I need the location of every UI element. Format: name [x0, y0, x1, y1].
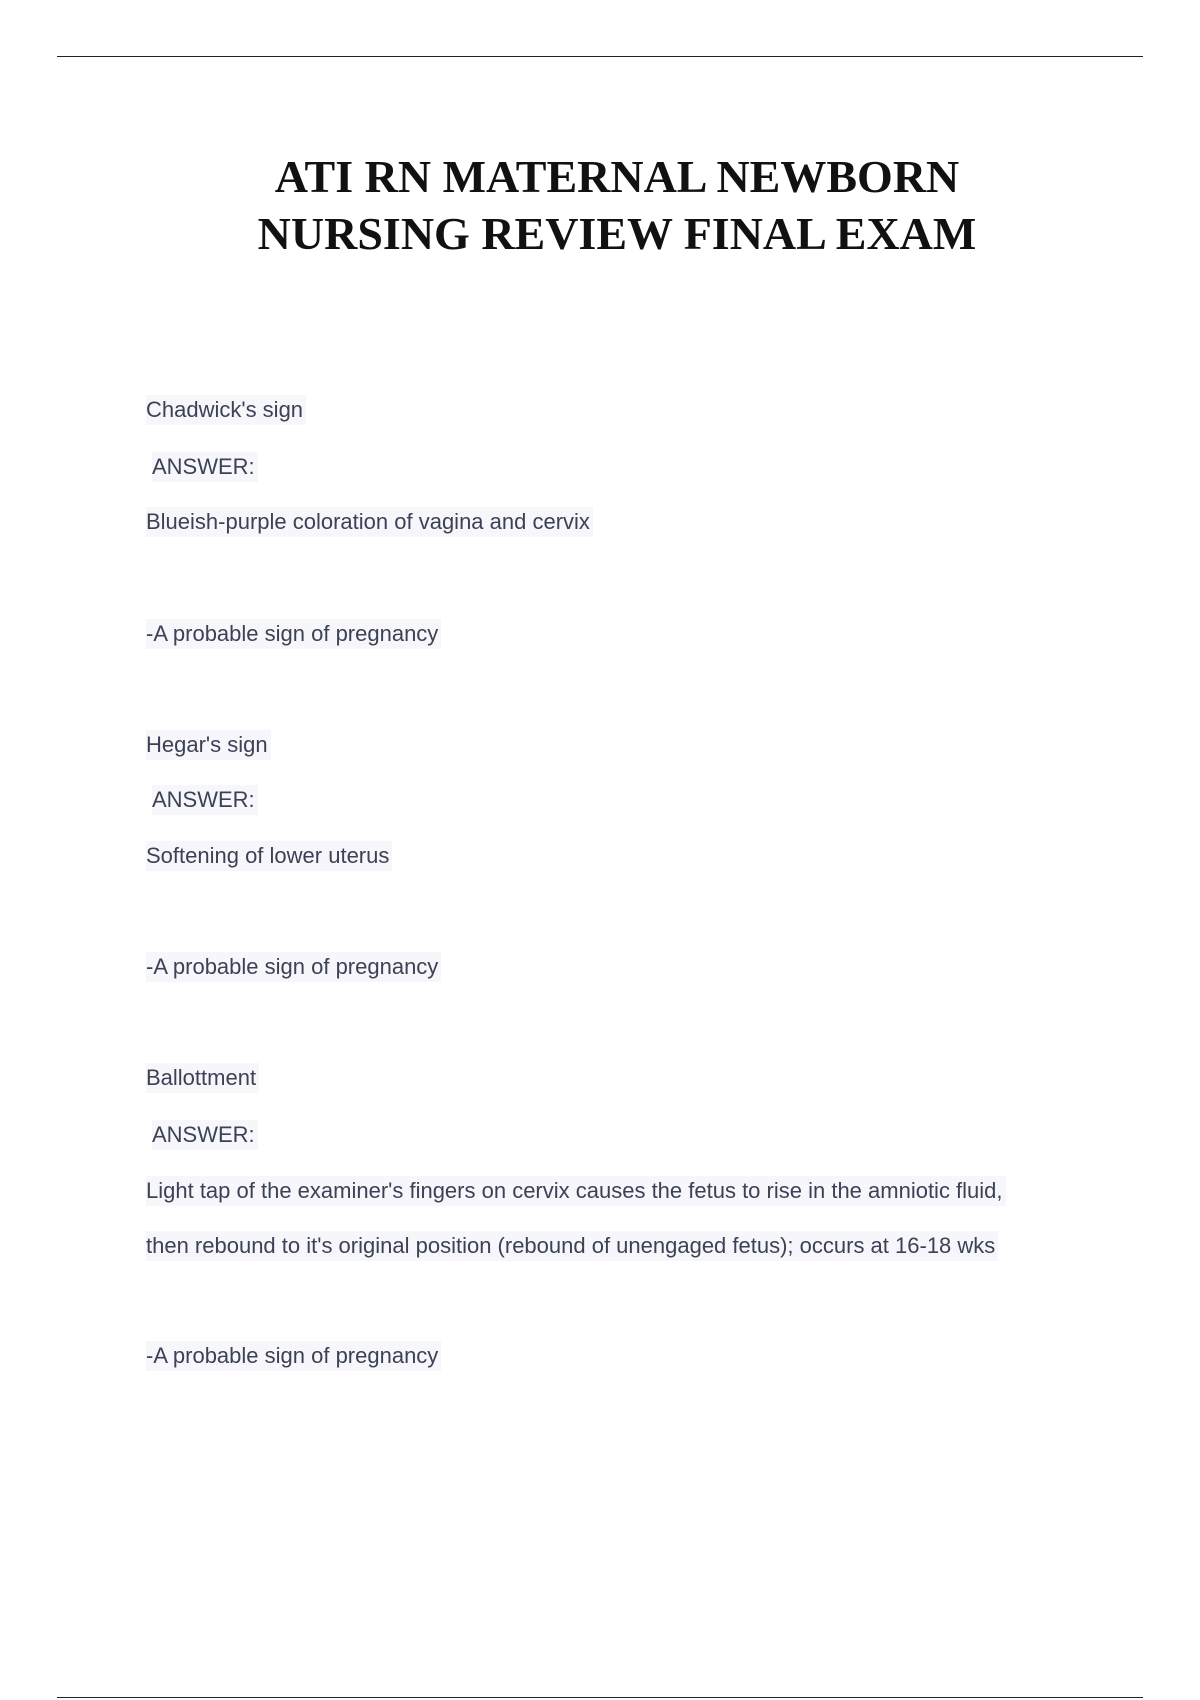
definition-line: Light tap of the examiner's fingers on cervix causes the fetus to rise in the amniotic fluid, — [146, 1176, 1006, 1206]
title-line-1: ATI RN MATERNAL NEWBORN — [274, 151, 960, 202]
document-title — [0, 148, 1200, 262]
title-line-2: NURSING REVIEW FINAL EXAM — [257, 208, 977, 259]
top-rule — [57, 56, 1143, 57]
answer-label: ANSWER: — [152, 452, 258, 482]
definition-line: Softening of lower uterus — [146, 841, 392, 871]
term-chadwicks-sign: Chadwick's sign — [146, 395, 306, 425]
answer-label: ANSWER: — [152, 1120, 258, 1150]
note-line: -A probable sign of pregnancy — [146, 619, 441, 649]
bottom-rule — [57, 1697, 1143, 1698]
term-ballottment: Ballottment — [146, 1063, 259, 1093]
note-line: -A probable sign of pregnancy — [146, 952, 441, 982]
term-hegars-sign: Hegar's sign — [146, 730, 271, 760]
definition-line: then rebound to it's original position (rebound of unengaged fetus); occurs at 16-18 wks — [146, 1231, 998, 1261]
note-line: -A probable sign of pregnancy — [146, 1341, 441, 1371]
definition-line: Blueish-purple coloration of vagina and cervix — [146, 507, 593, 537]
answer-label: ANSWER: — [152, 785, 258, 815]
